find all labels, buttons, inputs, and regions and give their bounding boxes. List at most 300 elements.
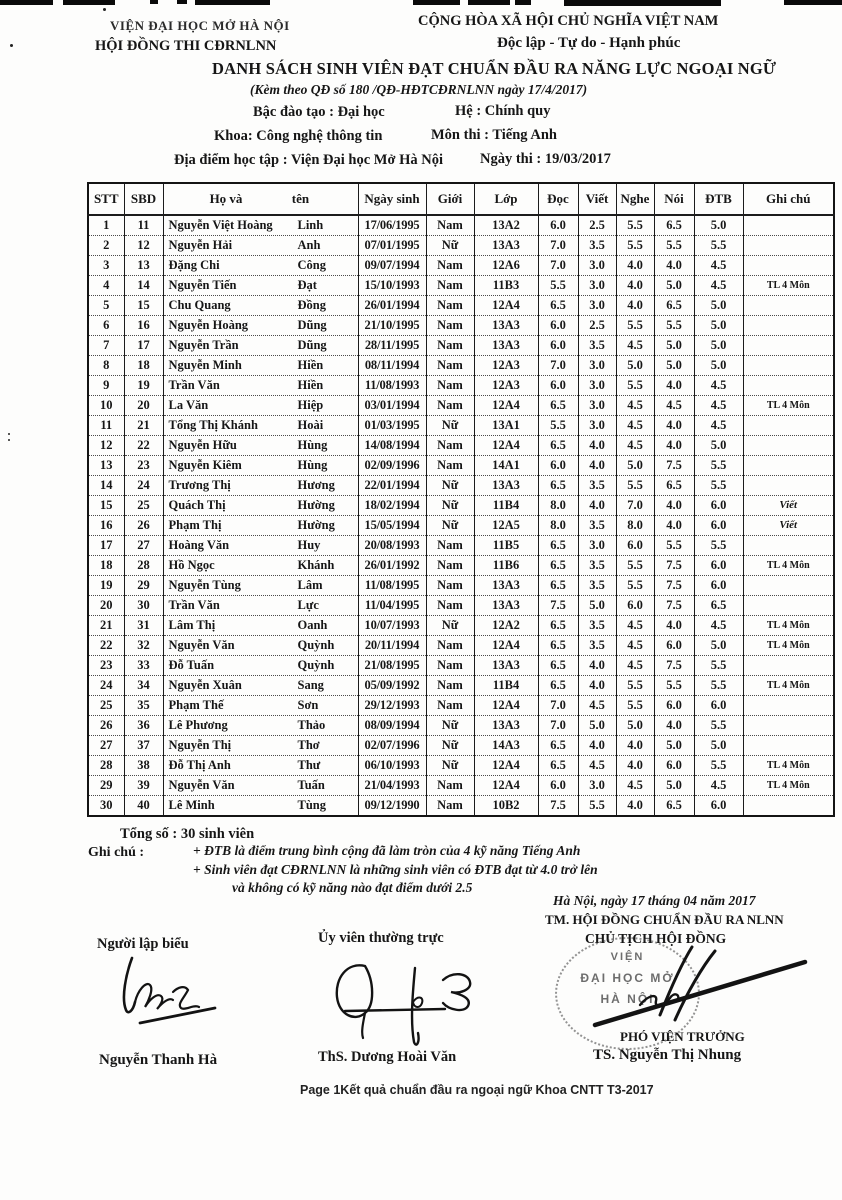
scan-artifact — [468, 0, 510, 5]
col-header-noi: Nói — [654, 183, 694, 215]
cell-stt: 25 — [88, 696, 124, 716]
cell-stt: 23 — [88, 656, 124, 676]
table-row — [88, 476, 834, 496]
cell-stt: 21 — [88, 616, 124, 636]
cell-ngay-sinh: 28/11/1995 — [358, 336, 426, 356]
cell-noi: 4.0 — [654, 436, 694, 456]
cell-doc: 6.0 — [538, 336, 578, 356]
cell-dtb: 5.5 — [694, 236, 743, 256]
cell-gioi: Nam — [426, 636, 474, 656]
family-name: Hồ Ngọc — [168, 558, 215, 572]
cell-gioi: Nam — [426, 456, 474, 476]
cell-ngay-sinh: 03/01/1994 — [358, 396, 426, 416]
cell-lop: 11B4 — [474, 676, 538, 696]
cell-ghi-chu: TL 4 Môn — [743, 276, 834, 296]
cell-ngay-sinh: 06/10/1993 — [358, 756, 426, 776]
cell-noi: 5.0 — [654, 336, 694, 356]
cell-doc: 6.5 — [538, 576, 578, 596]
cell-ghi-chu: TL 4 Môn — [743, 396, 834, 416]
cell-doc: 7.0 — [538, 696, 578, 716]
cell-dtb: 6.5 — [694, 596, 743, 616]
cell-lop: 11B6 — [474, 556, 538, 576]
cell-dtb: 4.5 — [694, 396, 743, 416]
cell-doc: 6.5 — [538, 536, 578, 556]
family-name: Trần Văn — [168, 598, 220, 612]
cell-name — [163, 476, 358, 496]
given-name: Tùng — [297, 798, 326, 812]
cell-name — [163, 796, 358, 817]
cell-sbd: 30 — [124, 596, 163, 616]
cell-ngay-sinh: 22/01/1994 — [358, 476, 426, 496]
scan-artifact — [515, 0, 531, 5]
cell-viet: 3.0 — [578, 296, 616, 316]
cell-sbd: 35 — [124, 696, 163, 716]
given-name: Anh — [297, 238, 321, 252]
info-dia-diem: Địa điểm học tập : Viện Đại học Mở Hà Nội — [174, 152, 444, 168]
table-row — [88, 796, 834, 817]
cell-nghe: 5.5 — [616, 316, 654, 336]
cell-sbd: 37 — [124, 736, 163, 756]
cell-doc: 6.5 — [538, 736, 578, 756]
cell-name — [163, 496, 358, 516]
cell-dtb: 5.0 — [694, 736, 743, 756]
cell-ngay-sinh: 10/07/1993 — [358, 616, 426, 636]
cell-nghe: 5.5 — [616, 236, 654, 256]
cell-ngay-sinh: 21/10/1995 — [358, 316, 426, 336]
scan-artifact — [564, 0, 721, 6]
cell-ghi-chu — [743, 356, 834, 376]
cell-viet: 3.0 — [578, 256, 616, 276]
cell-noi: 4.5 — [654, 396, 694, 416]
document-title: DANH SÁCH SINH VIÊN ĐẠT CHUẨN ĐẦU RA NĂNG LỰC NGOẠI NGỮ — [212, 59, 777, 78]
cell-lop: 11B4 — [474, 496, 538, 516]
cell-ghi-chu — [743, 696, 834, 716]
cell-sbd: 16 — [124, 316, 163, 336]
cell-noi: 4.0 — [654, 376, 694, 396]
scan-artifact — [0, 0, 53, 5]
cell-noi: 5.0 — [654, 276, 694, 296]
table-row — [88, 336, 834, 356]
cell-name — [163, 316, 358, 336]
cell-ngay-sinh: 14/08/1994 — [358, 436, 426, 456]
cell-viet: 3.0 — [578, 416, 616, 436]
family-name: Tổng Thị Khánh — [168, 418, 258, 432]
table-row — [88, 716, 834, 736]
given-name: Quỳnh — [297, 658, 335, 672]
chairman-name: TS. Nguyễn Thị Nhung — [593, 1047, 742, 1063]
scan-artifact — [195, 0, 270, 5]
cell-viet: 4.0 — [578, 496, 616, 516]
chairman-role: CHỦ TỊCH HỘI ĐỒNG — [585, 931, 727, 946]
cell-noi: 6.5 — [654, 215, 694, 236]
col-header-stt: STT — [88, 183, 124, 215]
cell-ghi-chu: TL 4 Môn — [743, 776, 834, 796]
cell-stt: 8 — [88, 356, 124, 376]
family-name: Nguyễn Hoàng — [168, 318, 249, 332]
cell-dtb: 6.0 — [694, 796, 743, 817]
cell-viet: 3.5 — [578, 616, 616, 636]
table-row — [88, 756, 834, 776]
cell-dtb: 4.5 — [694, 416, 743, 436]
cell-gioi: Nam — [426, 256, 474, 276]
org-name-line2: HỘI ĐỒNG THI CĐRNLNN — [95, 38, 277, 54]
table-row — [88, 676, 834, 696]
cell-ngay-sinh: 05/09/1992 — [358, 676, 426, 696]
cell-doc: 6.0 — [538, 376, 578, 396]
cell-dtb: 5.0 — [694, 336, 743, 356]
cell-doc: 8.0 — [538, 516, 578, 536]
scan-speck — [8, 439, 10, 441]
cell-stt: 1 — [88, 215, 124, 236]
cell-lop: 13A3 — [474, 236, 538, 256]
table-row — [88, 696, 834, 716]
results-table — [87, 182, 835, 817]
given-name: Thư — [297, 758, 321, 772]
cell-gioi: Nam — [426, 696, 474, 716]
cell-nghe: 4.0 — [616, 796, 654, 817]
cell-ghi-chu — [743, 576, 834, 596]
cell-noi: 5.5 — [654, 676, 694, 696]
cell-name — [163, 636, 358, 656]
cell-noi: 6.0 — [654, 696, 694, 716]
cell-name — [163, 656, 358, 676]
table-row — [88, 436, 834, 456]
cell-dtb: 6.0 — [694, 696, 743, 716]
cell-ghi-chu: TL 4 Môn — [743, 556, 834, 576]
cell-doc: 6.0 — [538, 456, 578, 476]
cell-sbd: 14 — [124, 276, 163, 296]
scan-speck — [103, 8, 106, 11]
family-name: Trương Thị — [168, 478, 231, 492]
cell-doc: 7.0 — [538, 236, 578, 256]
family-name: Đỗ Thị Anh — [168, 758, 231, 772]
cell-gioi: Nam — [426, 316, 474, 336]
cell-doc: 5.5 — [538, 416, 578, 436]
col-header-nghe: Nghe — [616, 183, 654, 215]
cell-sbd: 24 — [124, 476, 163, 496]
table-row — [88, 376, 834, 396]
family-name: Lâm Thị — [168, 618, 216, 632]
note-line-1: + ĐTB là điểm trung bình cộng đã làm tròn của 4 kỹ năng Tiếng Anh — [193, 843, 581, 858]
committee-member-signature — [325, 950, 477, 1052]
cell-dtb: 4.5 — [694, 276, 743, 296]
family-name: Nguyễn Thị — [168, 738, 232, 752]
cell-name — [163, 516, 358, 536]
cell-stt: 16 — [88, 516, 124, 536]
cell-name — [163, 416, 358, 436]
cell-ghi-chu — [743, 336, 834, 356]
family-name: La Văn — [168, 398, 209, 412]
cell-viet: 4.0 — [578, 456, 616, 476]
cell-ghi-chu — [743, 256, 834, 276]
cell-doc: 6.5 — [538, 296, 578, 316]
cell-ngay-sinh: 15/10/1993 — [358, 276, 426, 296]
given-name: Thơ — [297, 738, 320, 752]
cell-nghe: 5.5 — [616, 576, 654, 596]
family-name: Nguyễn Hữu — [168, 438, 237, 452]
cell-gioi: Nam — [426, 536, 474, 556]
cell-sbd: 38 — [124, 756, 163, 776]
cell-lop: 13A3 — [474, 716, 538, 736]
cell-gioi: Nam — [426, 215, 474, 236]
cell-nghe: 5.5 — [616, 215, 654, 236]
table-row — [88, 636, 834, 656]
cell-stt: 13 — [88, 456, 124, 476]
cell-ghi-chu — [743, 436, 834, 456]
family-name: Lê Phương — [168, 718, 228, 732]
info-bac-dao-tao: Bậc đào tạo : Đại học — [253, 104, 385, 120]
signature-date-line: Hà Nội, ngày 17 tháng 04 năm 2017 — [553, 893, 756, 908]
cell-doc: 6.0 — [538, 776, 578, 796]
cell-name — [163, 336, 358, 356]
cell-ghi-chu — [743, 716, 834, 736]
cell-lop: 12A3 — [474, 376, 538, 396]
family-name: Lê Minh — [168, 798, 215, 812]
given-name: Huy — [297, 538, 321, 552]
scan-speck — [10, 44, 13, 47]
cell-gioi: Nữ — [426, 736, 474, 756]
cell-nghe: 4.0 — [616, 256, 654, 276]
given-name: Sơn — [297, 698, 319, 712]
cell-lop: 13A3 — [474, 576, 538, 596]
col-header-ten: tên — [291, 191, 310, 206]
col-header-doc: Đọc — [538, 183, 578, 215]
cell-gioi: Nam — [426, 376, 474, 396]
cell-dtb: 5.5 — [694, 656, 743, 676]
cell-name — [163, 396, 358, 416]
family-name: Nguyễn Văn — [168, 778, 235, 792]
cell-doc: 8.0 — [538, 496, 578, 516]
cell-lop: 14A1 — [474, 456, 538, 476]
cell-name — [163, 356, 358, 376]
scan-artifact — [63, 0, 115, 5]
cell-gioi: Nam — [426, 576, 474, 596]
family-name: Phạm Thị — [168, 518, 222, 532]
cell-doc: 6.5 — [538, 556, 578, 576]
cell-stt: 6 — [88, 316, 124, 336]
family-name: Nguyễn Xuân — [168, 678, 242, 692]
cell-gioi: Nam — [426, 556, 474, 576]
cell-viet: 2.5 — [578, 215, 616, 236]
family-name: Nguyễn Việt Hoàng — [168, 218, 273, 232]
cell-gioi: Nữ — [426, 516, 474, 536]
cell-noi: 7.5 — [654, 656, 694, 676]
given-name: Linh — [297, 218, 324, 232]
cell-gioi: Nữ — [426, 756, 474, 776]
cell-sbd: 18 — [124, 356, 163, 376]
stamp-line-3: HÀ NỘI — [600, 992, 655, 1006]
col-header-name — [163, 183, 358, 215]
cell-stt: 20 — [88, 596, 124, 616]
cell-ngay-sinh: 02/07/1996 — [358, 736, 426, 756]
cell-ngay-sinh: 02/09/1996 — [358, 456, 426, 476]
cell-name — [163, 215, 358, 236]
cell-nghe: 4.0 — [616, 276, 654, 296]
given-name: Oanh — [297, 618, 328, 632]
cell-ngay-sinh: 26/01/1992 — [358, 556, 426, 576]
given-name: Dũng — [297, 338, 327, 352]
cell-ghi-chu — [743, 236, 834, 256]
cell-viet: 3.5 — [578, 476, 616, 496]
col-header-sbd: SBD — [124, 183, 163, 215]
cell-name — [163, 256, 358, 276]
cell-viet: 3.5 — [578, 236, 616, 256]
cell-viet: 4.0 — [578, 736, 616, 756]
cell-ngay-sinh: 11/04/1995 — [358, 596, 426, 616]
cell-viet: 3.0 — [578, 536, 616, 556]
cell-noi: 6.0 — [654, 756, 694, 776]
given-name: Lực — [297, 598, 319, 612]
cell-ngay-sinh: 29/12/1993 — [358, 696, 426, 716]
given-name: Sang — [297, 678, 324, 692]
committee-member-role: Ủy viên thường trực — [318, 930, 444, 946]
cell-dtb: 4.5 — [694, 256, 743, 276]
cell-viet: 5.0 — [578, 596, 616, 616]
cell-stt: 14 — [88, 476, 124, 496]
cell-stt: 30 — [88, 796, 124, 817]
cell-stt: 26 — [88, 716, 124, 736]
preparer-signature — [112, 952, 234, 1032]
cell-name — [163, 236, 358, 256]
cell-viet: 2.5 — [578, 316, 616, 336]
cell-sbd: 12 — [124, 236, 163, 256]
cell-stt: 3 — [88, 256, 124, 276]
cell-ngay-sinh: 17/06/1995 — [358, 215, 426, 236]
cell-ghi-chu: Viết — [743, 516, 834, 536]
cell-gioi: Nam — [426, 776, 474, 796]
cell-nghe: 4.5 — [616, 616, 654, 636]
cell-viet: 3.0 — [578, 776, 616, 796]
cell-sbd: 13 — [124, 256, 163, 276]
national-motto: Độc lập - Tự do - Hạnh phúc — [497, 35, 681, 51]
col-header-ghi-chu: Ghi chú — [743, 183, 834, 215]
given-name: Hiền — [297, 358, 324, 372]
cell-sbd: 36 — [124, 716, 163, 736]
cell-ghi-chu: TL 4 Môn — [743, 636, 834, 656]
col-header-lop: Lớp — [474, 183, 538, 215]
cell-nghe: 4.5 — [616, 336, 654, 356]
results-table-body — [88, 215, 834, 816]
cell-ghi-chu — [743, 796, 834, 817]
cell-ghi-chu — [743, 476, 834, 496]
cell-nghe: 8.0 — [616, 516, 654, 536]
cell-lop: 13A3 — [474, 336, 538, 356]
cell-noi: 4.0 — [654, 416, 694, 436]
cell-stt: 9 — [88, 376, 124, 396]
cell-lop: 12A6 — [474, 256, 538, 276]
cell-stt: 24 — [88, 676, 124, 696]
cell-sbd: 25 — [124, 496, 163, 516]
given-name: Hiền — [297, 378, 324, 392]
cell-noi: 6.5 — [654, 296, 694, 316]
cell-viet: 3.5 — [578, 556, 616, 576]
cell-lop: 13A3 — [474, 656, 538, 676]
cell-name — [163, 776, 358, 796]
cell-dtb: 4.5 — [694, 616, 743, 636]
cell-lop: 13A3 — [474, 596, 538, 616]
cell-noi: 7.5 — [654, 456, 694, 476]
given-name: Tuấn — [297, 778, 325, 792]
cell-sbd: 22 — [124, 436, 163, 456]
cell-nghe: 5.5 — [616, 676, 654, 696]
cell-nghe: 4.0 — [616, 756, 654, 776]
cell-dtb: 5.0 — [694, 296, 743, 316]
cell-sbd: 32 — [124, 636, 163, 656]
cell-ghi-chu — [743, 296, 834, 316]
cell-ghi-chu — [743, 596, 834, 616]
cell-name — [163, 576, 358, 596]
cell-doc: 6.5 — [538, 676, 578, 696]
cell-lop: 12A4 — [474, 756, 538, 776]
cell-viet: 5.0 — [578, 716, 616, 736]
cell-viet: 3.0 — [578, 276, 616, 296]
cell-doc: 6.5 — [538, 756, 578, 776]
scan-artifact — [177, 0, 187, 4]
cell-gioi: Nữ — [426, 476, 474, 496]
cell-nghe: 6.0 — [616, 596, 654, 616]
cell-nghe: 5.5 — [616, 476, 654, 496]
cell-sbd: 20 — [124, 396, 163, 416]
given-name: Quỳnh — [297, 638, 335, 652]
cell-viet: 4.0 — [578, 656, 616, 676]
cell-nghe: 5.0 — [616, 356, 654, 376]
cell-viet: 3.0 — [578, 376, 616, 396]
cell-stt: 29 — [88, 776, 124, 796]
cell-stt: 12 — [88, 436, 124, 456]
preparer-name: Nguyễn Thanh Hà — [99, 1052, 218, 1068]
cell-ngay-sinh: 20/08/1993 — [358, 536, 426, 556]
cell-dtb: 4.5 — [694, 776, 743, 796]
cell-doc: 6.5 — [538, 656, 578, 676]
cell-nghe: 4.5 — [616, 776, 654, 796]
table-row — [88, 596, 834, 616]
cell-gioi: Nam — [426, 356, 474, 376]
cell-name — [163, 296, 358, 316]
cell-dtb: 5.5 — [694, 676, 743, 696]
family-name: Chu Quang — [168, 298, 231, 312]
cell-doc: 7.0 — [538, 256, 578, 276]
cell-noi: 5.0 — [654, 736, 694, 756]
cell-noi: 5.0 — [654, 776, 694, 796]
note-line-2: + Sinh viên đạt CĐRNLNN là những sinh viên có ĐTB đạt từ 4.0 trở lên — [193, 862, 598, 877]
cell-lop: 12A4 — [474, 696, 538, 716]
cell-sbd: 21 — [124, 416, 163, 436]
family-name: Đỗ Tuấn — [168, 658, 215, 672]
cell-ghi-chu: TL 4 Môn — [743, 616, 834, 636]
cell-gioi: Nam — [426, 796, 474, 817]
cell-noi: 6.5 — [654, 796, 694, 817]
given-name: Hiệp — [297, 398, 324, 412]
cell-dtb: 5.5 — [694, 456, 743, 476]
col-header-ho: Họ và — [209, 191, 243, 206]
cell-ghi-chu — [743, 376, 834, 396]
cell-viet: 3.5 — [578, 636, 616, 656]
cell-ghi-chu — [743, 456, 834, 476]
table-row — [88, 536, 834, 556]
total-count: Tổng số : 30 sinh viên — [120, 826, 255, 842]
cell-viet: 3.0 — [578, 356, 616, 376]
preparer-role: Người lập biểu — [97, 936, 189, 952]
cell-ngay-sinh: 11/08/1993 — [358, 376, 426, 396]
cell-viet: 3.5 — [578, 516, 616, 536]
cell-stt: 22 — [88, 636, 124, 656]
family-name: Phạm Thế — [168, 698, 224, 712]
col-header-dtb: ĐTB — [694, 183, 743, 215]
cell-doc: 7.0 — [538, 356, 578, 376]
cell-lop: 13A1 — [474, 416, 538, 436]
cell-lop: 11B5 — [474, 536, 538, 556]
cell-doc: 6.0 — [538, 316, 578, 336]
